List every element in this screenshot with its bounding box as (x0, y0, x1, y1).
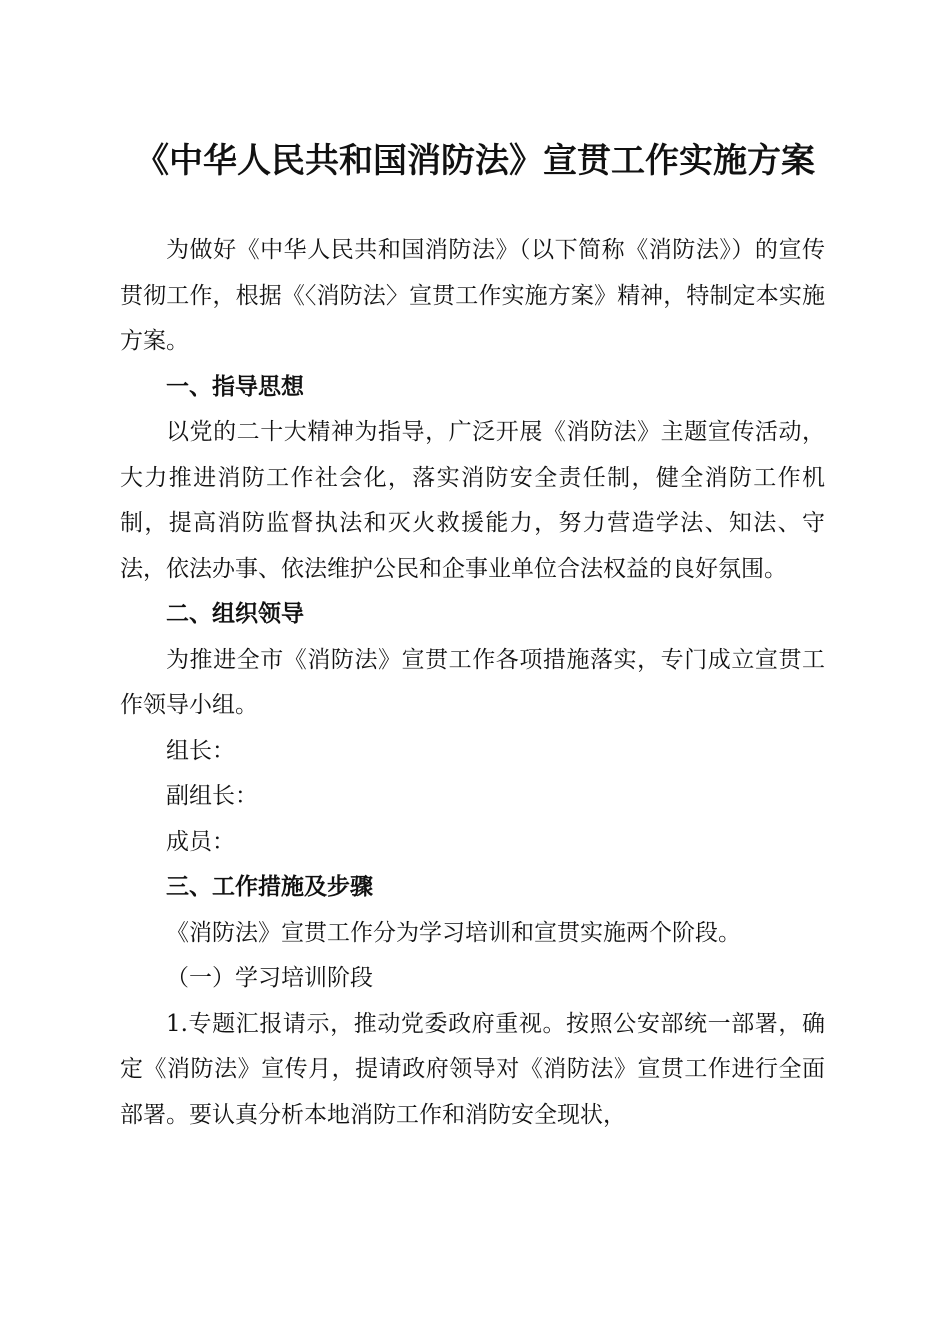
deputy-leader-line: 副组长： (166, 783, 258, 809)
leader-line: 组长： (166, 737, 235, 764)
guiding-ideology-paragraph: 以党的二十大精神为指导，广泛开展《消防法》主题宣传活动，大力推进消防工作社会化，落实消防安全责任制，健全消防工作机制，提高消防监督执法和灭火救援能力，努力营造学法、知法、守法，依法办事、依法维护公民和企事业单位合法权益的良好氛围。 (120, 419, 825, 582)
subsection-heading-training: （一）学习培训阶段 (166, 965, 373, 991)
section-heading-measures: 三、工作措施及步骤 (166, 874, 373, 900)
intro-paragraph: 为做好《中华人民共和国消防法》（以下简称《消防法》）的宣传贯彻工作，根据《〈消防法〉宣贯工作实施方案》精神，特制定本实施方案。 (120, 237, 825, 354)
members-line: 成员： (166, 828, 235, 855)
measures-paragraph: 《消防法》宣贯工作分为学习培训和宣贯实施两个阶段。 (166, 919, 741, 946)
document-title: 《中华人民共和国消防法》宣贯工作实施方案 (135, 141, 815, 181)
document-body (120, 228, 825, 1138)
organization-paragraph: 为推进全市《消防法》宣贯工作各项措施落实，专门成立宣贯工作领导小组。 (120, 646, 825, 718)
section-heading-guiding-ideology: 一、指导思想 (166, 373, 304, 400)
training-item-1: 1.专题汇报请示，推动党委政府重视。按照公安部统一部署，确定《消防法》宣传月，提请政府领导对《消防法》宣贯工作进行全面部署。要认真分析本地消防工作和消防安全现状， (120, 1010, 825, 1128)
section-heading-organization: 二、组织领导 (166, 601, 304, 627)
